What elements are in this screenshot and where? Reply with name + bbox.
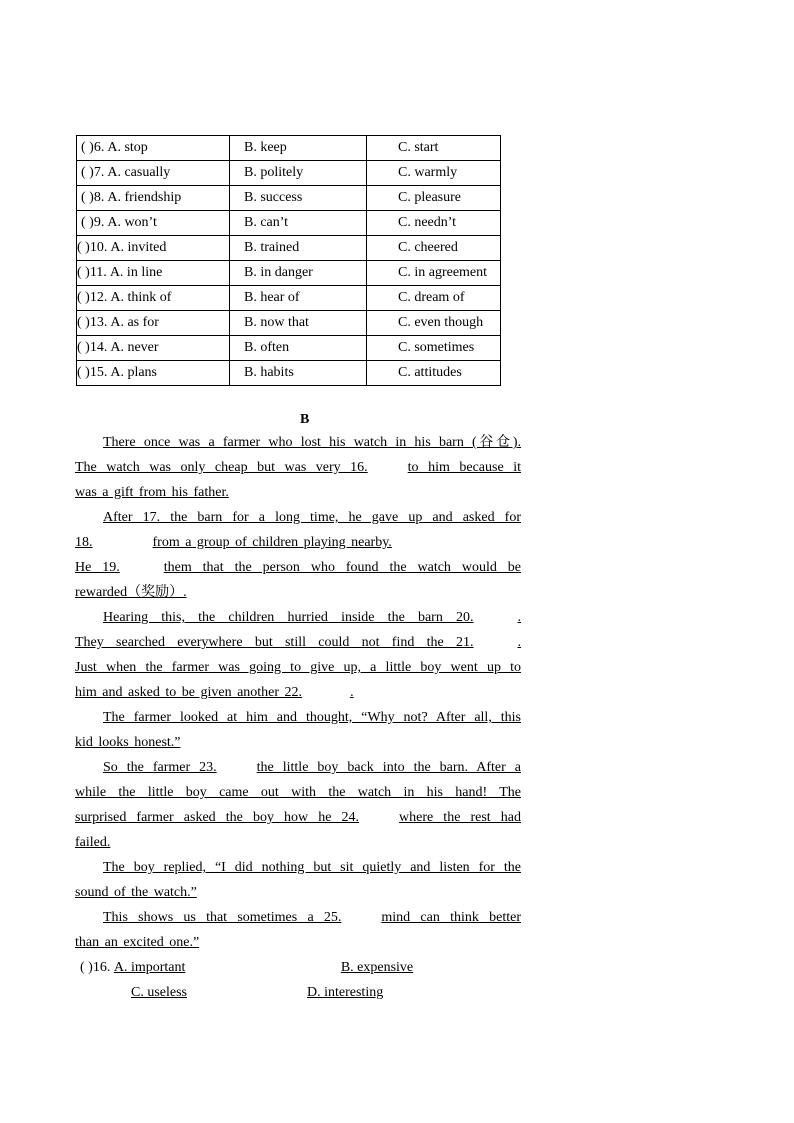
question-number: ( )8.	[81, 190, 105, 205]
option-row	[77, 186, 501, 211]
passage-line: He 19. them that the person who found the watch would be	[75, 560, 521, 575]
option-b: B. expensive	[340, 960, 414, 975]
passage-line: There once was a farmer who lost his watch in his barn (谷仓).	[103, 435, 521, 450]
passage-line: while the little boy came out with the watch in his hand! The	[75, 785, 521, 800]
option-a: A. as for	[110, 315, 159, 330]
passage-line: failed.	[75, 835, 111, 850]
option-cell-a	[77, 161, 230, 186]
option-a: A. stop	[107, 140, 148, 155]
option-row	[77, 311, 501, 336]
question-number: ( )7.	[81, 165, 105, 180]
question-16-row-1	[80, 955, 413, 980]
option-row	[77, 136, 501, 161]
passage-line: kid looks honest.”	[75, 735, 181, 750]
option-cell-a	[77, 261, 230, 286]
option-a: A. in line	[109, 265, 163, 280]
option-c: C. attitudes	[367, 361, 501, 386]
option-c: C. in agreement	[367, 261, 501, 286]
option-cell-a	[77, 361, 230, 386]
option-c: C. useless	[131, 985, 187, 1000]
passage-line: They searched everywhere but still could not find the 21. .	[75, 635, 521, 650]
option-a: A. invited	[110, 240, 167, 255]
option-row	[77, 286, 501, 311]
question-number: ( )14.	[77, 340, 108, 355]
options-table	[76, 135, 501, 386]
passage-line: The boy replied, “I did nothing but sit quietly and listen for the	[103, 860, 521, 875]
option-cell-a	[77, 136, 230, 161]
option-row	[77, 211, 501, 236]
option-b: B. often	[230, 336, 367, 361]
passage-line: Hearing this, the children hurried inside the barn 20. .	[103, 610, 521, 625]
question-number: ( )11.	[77, 265, 107, 280]
option-cell-a	[77, 211, 230, 236]
passage-line: sound of the watch.”	[75, 885, 197, 900]
option-cell-a	[77, 236, 230, 261]
question-number: ( )10.	[77, 240, 108, 255]
option-b: B. success	[230, 186, 367, 211]
passage-line: So the farmer 23. the little boy back into the barn. After a	[103, 760, 521, 775]
option-c: C. cheered	[367, 236, 501, 261]
option-row	[77, 161, 501, 186]
question-number: ( )15.	[77, 365, 108, 380]
question-number: ( )13.	[77, 315, 108, 330]
option-d: D. interesting	[307, 985, 384, 1000]
option-b: B. keep	[230, 136, 367, 161]
option-cell-a	[77, 336, 230, 361]
option-c: C. dream of	[367, 286, 501, 311]
passage-line: than an excited one.”	[75, 935, 200, 950]
passage-line: him and asked to be given another 22. .	[75, 685, 354, 700]
option-c: C. pleasure	[367, 186, 501, 211]
option-a: A. won’t	[107, 215, 157, 230]
option-c: C. warmly	[367, 161, 501, 186]
option-a: A. important	[113, 960, 186, 975]
option-row	[77, 361, 501, 386]
option-c: C. start	[367, 136, 501, 161]
option-cell-a	[77, 186, 230, 211]
option-a: A. casually	[107, 165, 171, 180]
option-b: B. hear of	[230, 286, 367, 311]
option-b: B. can’t	[230, 211, 367, 236]
passage-line: After 17. the barn for a long time, he gave up and asked for	[103, 510, 521, 525]
option-row	[77, 261, 501, 286]
question-16	[80, 955, 413, 1005]
option-b: B. habits	[230, 361, 367, 386]
option-c: C. needn’t	[367, 211, 501, 236]
question-16-row-2	[80, 980, 413, 1005]
option-b: B. trained	[230, 236, 367, 261]
option-b: B. in danger	[230, 261, 367, 286]
option-c: C. sometimes	[367, 336, 501, 361]
passage-line: rewarded（奖励）.	[75, 585, 187, 600]
option-b: B. now that	[230, 311, 367, 336]
option-a: A. plans	[110, 365, 157, 380]
option-b: B. politely	[230, 161, 367, 186]
passage-line: The farmer looked at him and thought, “Why not? After all, this	[103, 710, 521, 725]
section-title: B	[300, 412, 310, 427]
option-a: A. think of	[110, 290, 172, 305]
option-cell-a	[77, 286, 230, 311]
passage-line: The watch was only cheap but was very 16. to him because it	[75, 460, 521, 475]
option-a: A. friendship	[107, 190, 182, 205]
option-a: A. never	[110, 340, 159, 355]
passage-line: Just when the farmer was going to give up, a little boy went up to	[75, 660, 521, 675]
passage-line: 18. from a group of children playing nearby.	[75, 535, 392, 550]
question-number: ( )9.	[81, 215, 105, 230]
question-number: ( )12.	[77, 290, 108, 305]
option-row	[77, 236, 501, 261]
option-row	[77, 336, 501, 361]
passage-line: This shows us that sometimes a 25. mind can think better	[103, 910, 521, 925]
question-number: ( )16.	[80, 960, 111, 975]
passage-line: was a gift from his father.	[75, 485, 229, 500]
option-cell-a	[77, 311, 230, 336]
passage-line: surprised farmer asked the boy how he 24. where the rest had	[75, 810, 521, 825]
passage-text	[75, 430, 521, 955]
option-c: C. even though	[367, 311, 501, 336]
question-number: ( )6.	[81, 140, 105, 155]
